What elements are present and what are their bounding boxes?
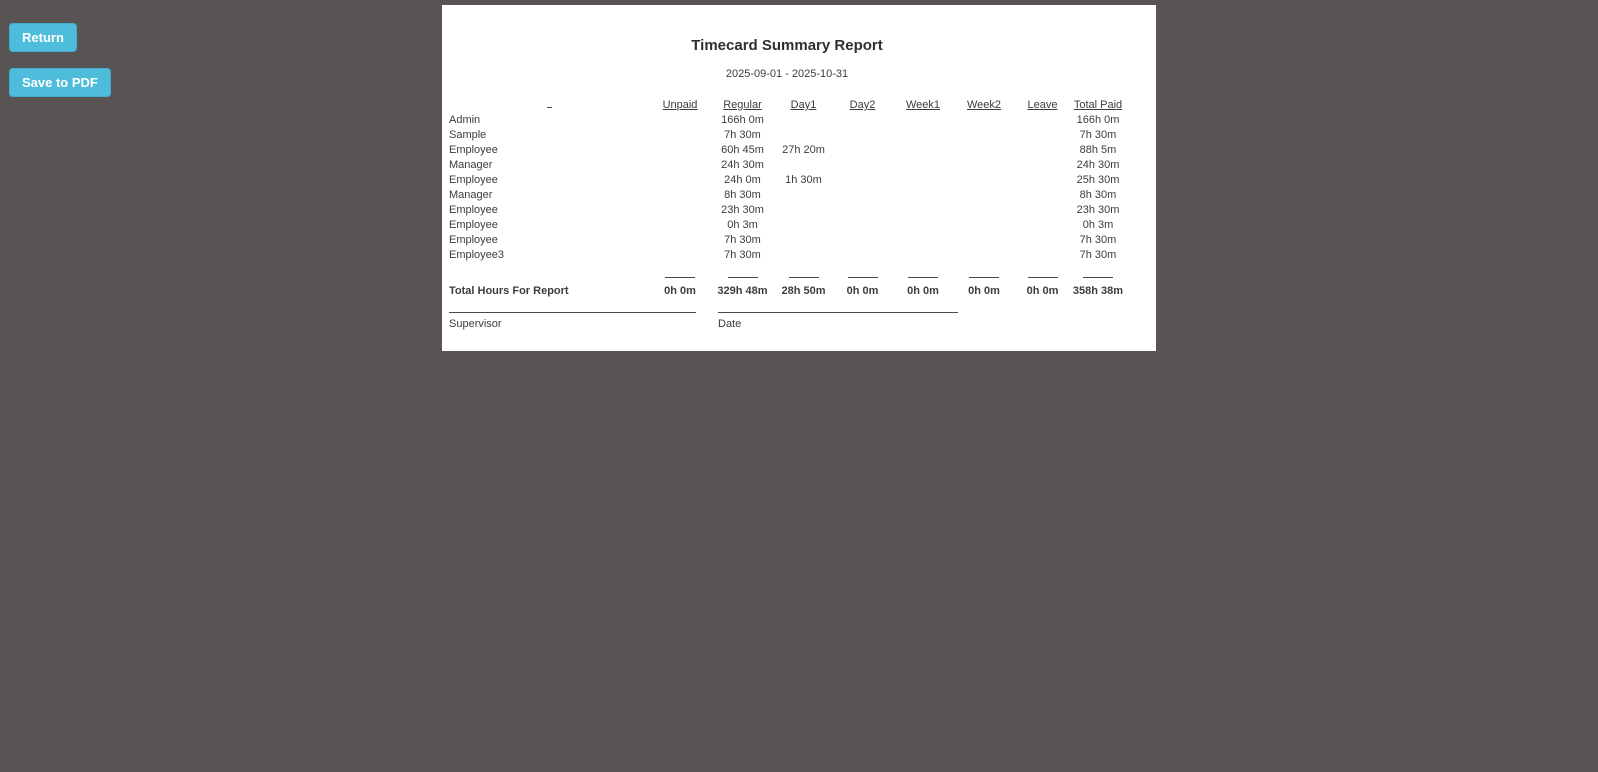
cell-day1	[774, 188, 833, 203]
sum-rule	[1028, 277, 1058, 278]
cell-day2	[833, 143, 892, 158]
cell-total-paid: 0h 3m	[1082, 219, 1114, 231]
cell-day2	[833, 128, 892, 143]
name-column-header-underline	[547, 107, 552, 108]
cell-day2	[833, 218, 892, 233]
column-header-label: Day2	[849, 99, 876, 111]
cell-unpaid	[649, 143, 711, 158]
employee-name: Admin	[449, 114, 481, 126]
cell-regular: 7h 30m	[724, 129, 761, 141]
sum-rule	[969, 277, 999, 278]
table-row	[449, 143, 1125, 158]
cell-week1	[892, 203, 954, 218]
cell-week2	[954, 203, 1014, 218]
table-row	[449, 173, 1125, 188]
employee-name: Employee	[449, 234, 498, 246]
totals-label: Total Hours For Report	[449, 285, 569, 297]
cell-unpaid	[649, 158, 711, 173]
totals-overline-day2	[833, 263, 892, 278]
cell-day1	[774, 128, 833, 143]
cell-week2	[954, 158, 1014, 173]
cell-week1	[892, 113, 954, 128]
column-header-regular	[711, 98, 774, 113]
cell-week1	[892, 248, 954, 263]
cell-total-paid: 7h 30m	[1079, 234, 1117, 246]
cell-week1	[892, 233, 954, 248]
total-week1: 0h 0m	[907, 285, 939, 297]
cell-week1	[892, 143, 954, 158]
sum-rule	[1083, 277, 1113, 278]
cell-leave	[1014, 128, 1071, 143]
total-total-paid: 358h 38m	[1072, 285, 1124, 297]
cell-leave	[1014, 143, 1071, 158]
sum-rule	[848, 277, 878, 278]
cell-leave	[1014, 173, 1071, 188]
cell-unpaid	[649, 188, 711, 203]
cell-week2	[954, 128, 1014, 143]
table-row	[449, 128, 1125, 143]
column-header-week2	[954, 98, 1014, 113]
totals-overline-spacer	[449, 263, 649, 278]
totals-overline-total-paid	[1071, 263, 1125, 278]
table-header-row	[449, 98, 1125, 113]
cell-week2	[954, 248, 1014, 263]
signature-lines	[449, 312, 1125, 313]
cell-week2	[954, 173, 1014, 188]
cell-total-paid: 25h 30m	[1076, 174, 1120, 186]
column-header-label: Day1	[790, 99, 817, 111]
cell-regular: 7h 30m	[724, 249, 761, 261]
cell-unpaid	[649, 173, 711, 188]
cell-week1	[892, 128, 954, 143]
total-leave: 0h 0m	[1026, 285, 1059, 297]
table-row	[449, 113, 1125, 128]
cell-week1	[892, 158, 954, 173]
return-button[interactable]: Return	[9, 23, 77, 52]
totals-overline-week2	[954, 263, 1014, 278]
cell-total-paid: 7h 30m	[1079, 249, 1117, 261]
table-row	[449, 218, 1125, 233]
employee-name: Employee	[449, 204, 498, 216]
cell-regular: 8h 30m	[724, 189, 761, 201]
cell-total-paid: 24h 30m	[1076, 159, 1120, 171]
column-header-label: Week1	[905, 99, 941, 111]
save-to-pdf-button[interactable]: Save to PDF	[9, 68, 111, 97]
cell-day2	[833, 248, 892, 263]
total-week2: 0h 0m	[968, 285, 1000, 297]
cell-regular: 23h 30m	[721, 204, 764, 216]
totals-overline-row	[449, 263, 1125, 278]
cell-unpaid	[649, 113, 711, 128]
column-header-week1	[892, 98, 954, 113]
column-header-unpaid	[649, 98, 711, 113]
column-header-total-paid	[1071, 98, 1125, 113]
cell-total-paid: 166h 0m	[1076, 114, 1120, 126]
cell-total-paid: 23h 30m	[1076, 204, 1120, 216]
totals-overline-unpaid	[649, 263, 711, 278]
cell-day1: 27h 20m	[782, 144, 825, 156]
employee-name: Manager	[449, 159, 493, 171]
cell-unpaid	[649, 248, 711, 263]
total-day1: 28h 50m	[781, 285, 826, 297]
column-header-label: Regular	[723, 99, 762, 111]
totals-overline-leave	[1014, 263, 1071, 278]
column-header-label: Unpaid	[662, 99, 698, 111]
employee-name: Employee	[449, 144, 498, 156]
cell-day2	[833, 173, 892, 188]
cell-day1	[774, 113, 833, 128]
cell-day2	[833, 113, 892, 128]
cell-leave	[1014, 188, 1071, 203]
cell-week2	[954, 218, 1014, 233]
cell-day1	[774, 233, 833, 248]
report-date-range: 2025-09-01 - 2025-10-31	[725, 68, 849, 80]
cell-day1	[774, 158, 833, 173]
supervisor-signature-line	[449, 312, 696, 313]
sum-rule	[789, 277, 819, 278]
cell-regular: 0h 3m	[727, 219, 758, 231]
totals-row	[449, 278, 1125, 299]
timecard-summary-table	[449, 98, 1125, 299]
name-column-header	[449, 98, 649, 113]
column-header-label: Week2	[966, 99, 1002, 111]
cell-day1: 1h 30m	[785, 174, 822, 186]
cell-week2	[954, 233, 1014, 248]
cell-unpaid	[649, 128, 711, 143]
table-row	[449, 158, 1125, 173]
report-panel	[442, 5, 1156, 351]
total-day2: 0h 0m	[846, 285, 879, 297]
date-label: Date	[718, 318, 742, 330]
cell-total-paid: 88h 5m	[1079, 144, 1117, 156]
totals-overline-day1	[774, 263, 833, 278]
cell-day1	[774, 218, 833, 233]
cell-week2	[954, 113, 1014, 128]
table-row	[449, 233, 1125, 248]
cell-day2	[833, 233, 892, 248]
cell-day2	[833, 158, 892, 173]
cell-regular: 166h 0m	[721, 114, 764, 126]
cell-week1	[892, 188, 954, 203]
cell-unpaid	[649, 233, 711, 248]
signature-line-gap	[696, 312, 718, 313]
cell-leave	[1014, 158, 1071, 173]
cell-regular: 24h 30m	[721, 159, 764, 171]
cell-week2	[954, 188, 1014, 203]
table-row	[449, 248, 1125, 263]
cell-leave	[1014, 113, 1071, 128]
cell-leave	[1014, 233, 1071, 248]
cell-regular: 24h 0m	[724, 174, 761, 186]
cell-leave	[1014, 203, 1071, 218]
cell-day2	[833, 203, 892, 218]
cell-regular: 7h 30m	[724, 234, 761, 246]
cell-day2	[833, 188, 892, 203]
column-header-leave	[1014, 98, 1071, 113]
app-background	[0, 5, 1598, 772]
table-row	[449, 203, 1125, 218]
total-regular: 329h 48m	[717, 285, 768, 297]
table-row	[449, 188, 1125, 203]
cell-regular: 60h 45m	[721, 144, 764, 156]
employee-name: Employee3	[449, 249, 505, 261]
totals-overline-week1	[892, 263, 954, 278]
cell-total-paid: 8h 30m	[1079, 189, 1117, 201]
cell-day1	[774, 203, 833, 218]
column-header-label: Total Paid	[1073, 99, 1123, 111]
column-header-label: Leave	[1027, 99, 1058, 111]
cell-unpaid	[649, 218, 711, 233]
date-signature-line	[718, 312, 958, 313]
cell-week1	[892, 173, 954, 188]
cell-total-paid: 7h 30m	[1079, 129, 1117, 141]
cell-week1	[892, 218, 954, 233]
cell-week2	[954, 143, 1014, 158]
cell-leave	[1014, 248, 1071, 263]
sum-rule	[665, 277, 695, 278]
column-header-day1	[774, 98, 833, 113]
employee-name: Employee	[449, 219, 498, 231]
supervisor-label: Supervisor	[449, 318, 502, 330]
cell-leave	[1014, 218, 1071, 233]
totals-overline-regular	[711, 263, 774, 278]
total-unpaid: 0h 0m	[664, 285, 696, 297]
employee-name: Employee	[449, 174, 498, 186]
employee-name: Manager	[449, 189, 493, 201]
sum-rule	[908, 277, 938, 278]
cell-unpaid	[649, 203, 711, 218]
signature-labels	[449, 318, 1125, 330]
column-header-day2	[833, 98, 892, 113]
cell-day1	[774, 248, 833, 263]
sum-rule	[728, 277, 758, 278]
report-title: Timecard Summary Report	[691, 37, 883, 54]
employee-name: Sample	[449, 129, 487, 141]
